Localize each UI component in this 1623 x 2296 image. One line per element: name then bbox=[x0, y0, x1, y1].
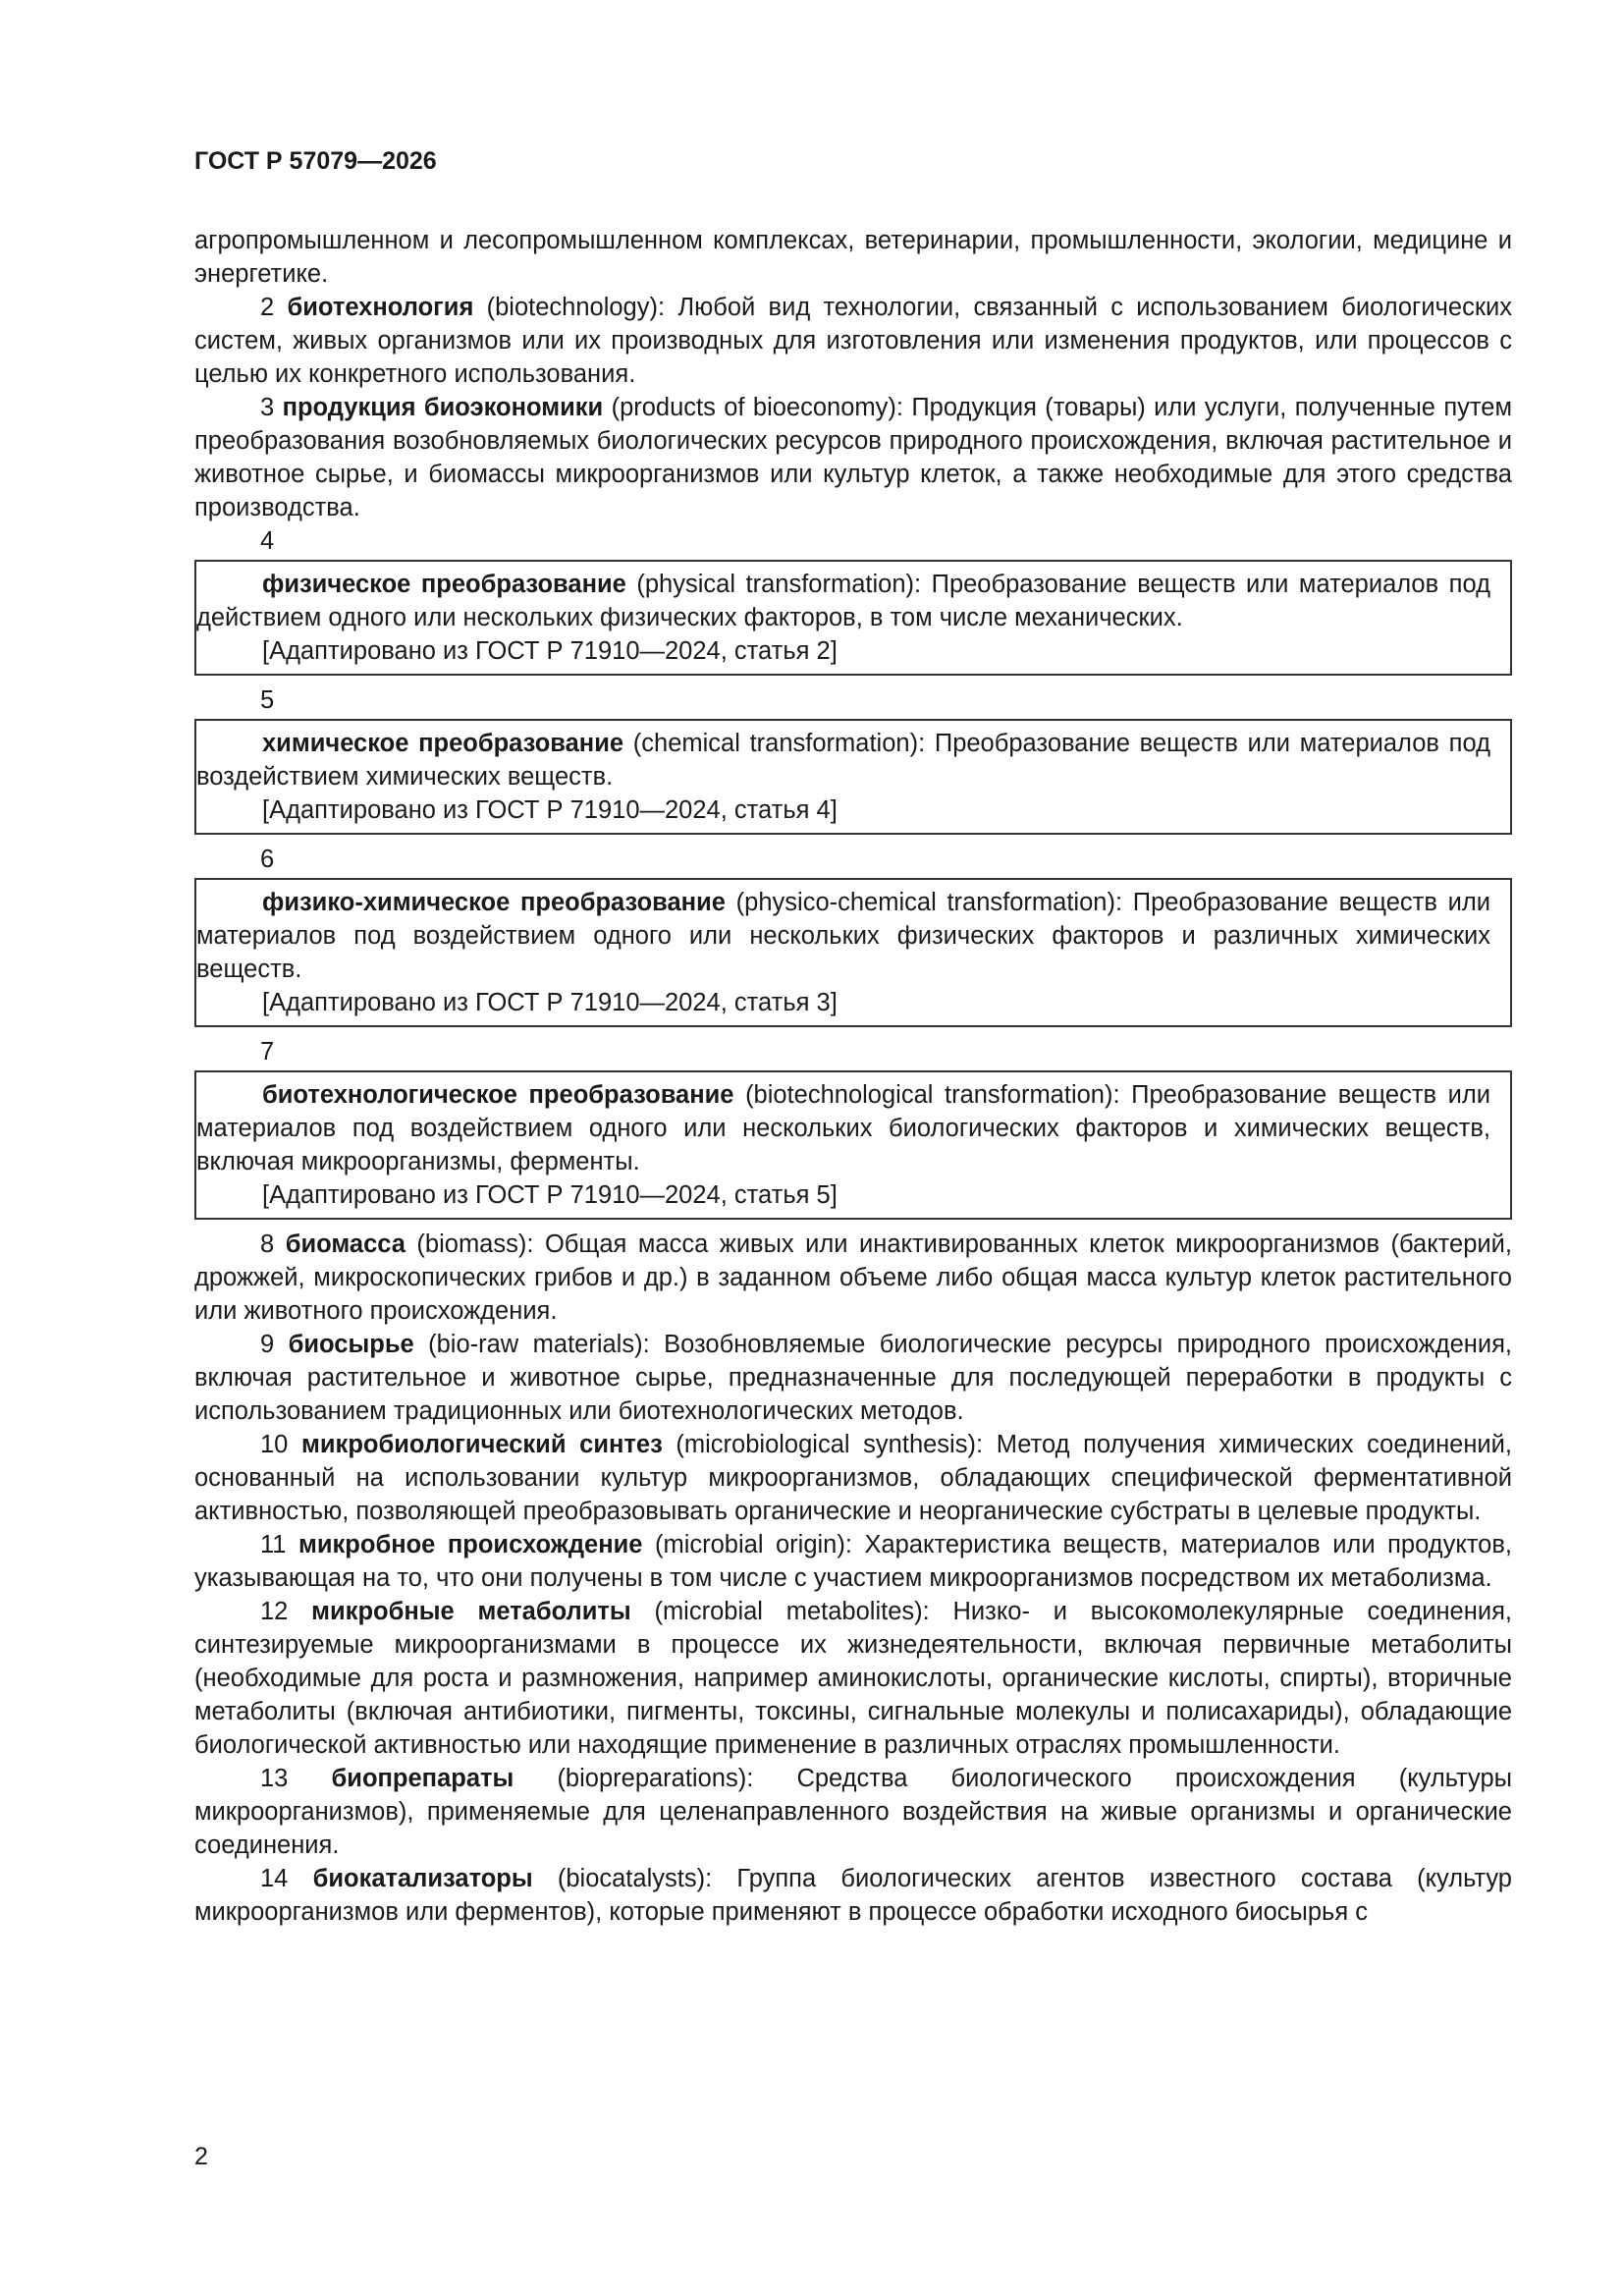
term-entry: 9 биосырье (bio-raw materials): Возобновляемые биологические ресурсы природного происхождения, включая растительное и животное сырье, предназначенные для последующей переработки в продукты с использованием традиционных или биотехнологических методов. bbox=[194, 1331, 1513, 1425]
term-entry: 14 биокатализаторы (biocatalysts): Группа биологических агентов известного состава (культур микроорганизмов или ферментов), которые применяют в процессе обработки исходного биосырья с bbox=[194, 1865, 1512, 1926]
term-number: 4 bbox=[260, 527, 275, 555]
document-body bbox=[194, 224, 1512, 1929]
term-number: 6 bbox=[260, 846, 275, 873]
boxed-term: биотехнологическое преобразование (biotechnological transformation): Преобразование веществ или материалов под воздействием одного или нескольких биологических факторов и химических веществ, включая микроорганизмы, ферменты. [Адаптировано из ГОСТ Р 71910—2024, статья 5] bbox=[194, 1070, 1512, 1220]
boxed-term: химическое преобразование (chemical transformation): Преобразование веществ или материалов под воздействием химических веществ. [Адаптировано из ГОСТ Р 71910—2024, статья 4] bbox=[194, 719, 1512, 835]
term-entry: 13 биопрепараты (biopreparations): Средства биологического происхождения (культуры микроорганизмов), применяемые для целенаправленного воздействия на живые организмы и органические соединения. bbox=[194, 1765, 1512, 1859]
reference: [Адаптировано из ГОСТ Р 71910—2024, статья 4] bbox=[262, 796, 838, 824]
term-entry: 2 биотехнология (biotechnology): Любой вид технологии, связанный с использованием биологических систем, живых организмов или их производных для изготовления или изменения продуктов, или процессов с целью их конкретного использования. bbox=[194, 294, 1512, 388]
term-entry: 3 продукция биоэкономики (products of bioeconomy): Продукция (товары) или услуги, полученные путем преобразования возобновляемых биологических ресурсов природного происхождения, включая растительное и животное сырье, и биомассы микроорганизмов или культур клеток, а также необходимые для этого средства производства. bbox=[194, 394, 1512, 521]
boxed-term: физическое преобразование (physical transformation): Преобразование веществ или материалов под действием одного или нескольких физических факторов, в том числе механических. [Адаптировано из ГОСТ Р 71910—2024, статья 2] bbox=[194, 560, 1512, 676]
term-entry: 10 микробиологический синтез (microbiological synthesis): Метод получения химических соединений, основанный на использовании культур микроорганизмов, обладающих специфической ферментативной активностью, позволяющей преобразовывать органические и неорганические субстраты в целевые продукты. bbox=[194, 1431, 1513, 1525]
reference: [Адаптировано из ГОСТ Р 71910—2024, статья 5] bbox=[262, 1181, 838, 1209]
term-number: 7 bbox=[260, 1038, 275, 1066]
reference: [Адаптировано из ГОСТ Р 71910—2024, статья 3] bbox=[262, 989, 838, 1016]
intro-paragraph: агропромышленном и лесопромышленном комплексах, ветеринарии, промышленности, экологии, медицине и энергетике. bbox=[194, 227, 1512, 288]
term-entry: 11 микробное происхождение (microbial origin): Характеристика веществ, материалов или продуктов, указывающая на то, что они получены в том числе с участием микроорганизмов посредством их метаболизма. bbox=[194, 1531, 1512, 1592]
document-header: ГОСТ Р 57079—2026 bbox=[194, 147, 437, 175]
boxed-term: физико-химическое преобразование (physico-chemical transformation): Преобразование веществ или материалов под воздействием одного или нескольких физических факторов и различных химических веществ. [Адаптировано из ГОСТ Р 71910—2024, статья 3] bbox=[194, 878, 1512, 1027]
term-number: 5 bbox=[260, 686, 275, 714]
term-entry: 12 микробные метаболиты (microbial metabolites): Низко- и высокомолекулярные соединения, синтезируемые микроорганизмами в процессе их жизнедеятельности, включая первичные метаболиты (необходимые для роста и размножения, например аминокислоты, органические кислоты, спирты), вторичные метаболиты (включая антибиотики, пигменты, токсины, сигнальные молекулы и полисахариды), обладающие биологической активностью или находящие применение в различных отраслях промышленности. bbox=[194, 1598, 1512, 1759]
reference: [Адаптировано из ГОСТ Р 71910—2024, статья 2] bbox=[262, 637, 838, 665]
term-entry: 8 биомасса (biomass): Общая масса живых или инактивированных клеток микроорганизмов (бактерий, дрожжей, микроскопических грибов и др.) в заданном объеме либо общая масса культур клеток растительного или животного происхождения. bbox=[194, 1230, 1512, 1325]
page-number: 2 bbox=[194, 2143, 208, 2170]
